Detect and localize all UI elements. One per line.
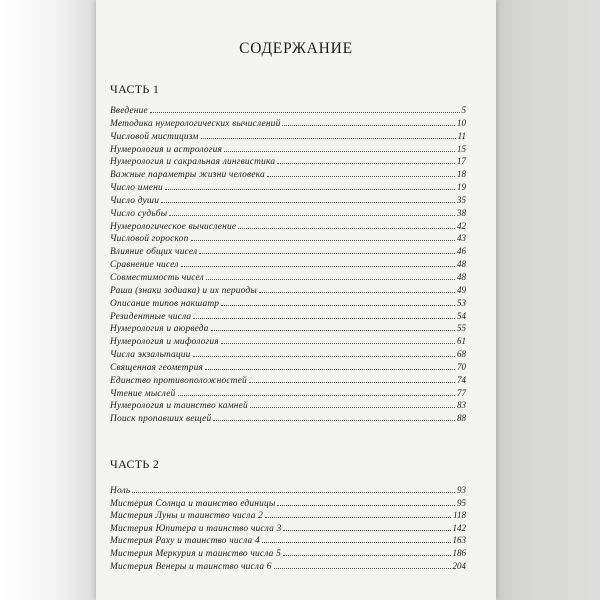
toc-entry-page: 48 — [457, 259, 466, 270]
toc-entry-title: Нумерология и астрология — [110, 144, 223, 155]
toc-entry-title: Методика нумерологических вычислений — [110, 118, 281, 129]
dot-leader — [274, 568, 451, 569]
toc-entry-page: 11 — [457, 130, 466, 141]
toc-entry — [110, 387, 466, 400]
toc-entry-page: 38 — [457, 207, 466, 218]
toc-entry-page: 186 — [452, 547, 466, 558]
toc-entry — [110, 143, 466, 156]
dot-leader — [249, 382, 455, 383]
part-2-heading: ЧАСТЬ 2 — [110, 457, 160, 471]
dot-leader — [224, 151, 455, 152]
toc-entry-page: 43 — [457, 233, 466, 244]
toc-entry — [110, 245, 466, 258]
toc-entry-page: 48 — [457, 271, 466, 282]
toc-entry-title: Числовой гороскоп — [110, 234, 189, 245]
toc-entry — [110, 484, 466, 497]
toc-entry — [110, 412, 466, 425]
toc-entry-page: 35 — [457, 194, 466, 205]
book-spine-shadow — [496, 0, 600, 600]
toc-entry-title: Число души — [110, 195, 160, 206]
toc-entry-title: Мистерия Венеры и таинство числа 6 — [110, 561, 272, 572]
toc-entry — [110, 117, 466, 130]
toc-entry — [110, 522, 466, 535]
dot-leader — [169, 215, 455, 216]
toc-entry — [110, 560, 466, 573]
toc-entry-page: 83 — [457, 400, 466, 411]
toc-entry — [110, 335, 466, 348]
toc-entry-page: 163 — [452, 535, 466, 546]
toc-part-2 — [110, 484, 466, 572]
toc-entry-page: 95 — [457, 497, 466, 508]
toc-entry — [110, 104, 466, 117]
toc-entry-page: 61 — [457, 336, 466, 347]
toc-entry — [110, 155, 466, 168]
dot-leader — [282, 125, 455, 126]
dot-leader — [165, 189, 455, 190]
toc-entry-title: Число судьбы — [110, 208, 168, 219]
toc-entry — [110, 194, 466, 207]
toc-entry-page: 42 — [457, 220, 466, 231]
dot-leader — [283, 555, 451, 556]
toc-entry-title: Священная геометрия — [110, 362, 204, 373]
toc-entry — [110, 271, 466, 284]
toc-entry — [110, 509, 466, 522]
toc-entry-title: Числа экзальтации — [110, 350, 191, 361]
toc-entry-title: Введение — [110, 106, 148, 116]
toc-entry-page: 49 — [457, 284, 466, 295]
dot-leader — [213, 420, 455, 421]
toc-entry-page: 17 — [457, 156, 466, 167]
toc-entry-page: 55 — [457, 323, 466, 334]
dot-leader — [181, 266, 455, 267]
page-title: СОДЕРЖАНИЕ — [239, 40, 353, 57]
toc-entry-title: Нумерология и мифология — [110, 337, 219, 348]
toc-entry-page: 118 — [453, 510, 466, 521]
toc-entry-title: Важные параметры жизни человека — [110, 170, 265, 181]
toc-entry — [110, 322, 466, 335]
dot-leader — [221, 343, 455, 344]
toc-entry-page: 68 — [457, 349, 466, 360]
toc-entry-title: Единство противоположностей — [110, 375, 247, 386]
toc-entry — [110, 297, 466, 310]
toc-entry-title: Чтение мыслей — [110, 388, 176, 399]
toc-entry — [110, 534, 466, 547]
dot-leader — [178, 395, 456, 396]
dot-leader — [193, 356, 455, 357]
toc-entry — [110, 220, 466, 233]
toc-entry-page: 74 — [457, 374, 466, 385]
toc-entry-title: Нумерология и сакральная лингвистика — [110, 157, 276, 168]
dot-leader — [205, 369, 455, 370]
toc-entry-title: Влияние общих чисел — [110, 247, 198, 258]
toc-entry-title: Мистерия Раху и таинство числа 4 — [110, 536, 260, 547]
toc-entry — [110, 181, 466, 194]
book-page — [96, 0, 496, 600]
toc-entry-page: 142 — [452, 522, 466, 533]
toc-entry-title: Мистерия Солнца и таинство единицы — [110, 498, 276, 509]
toc-entry-page: 5 — [461, 105, 466, 115]
toc-part-1 — [110, 104, 466, 425]
toc-entry — [110, 130, 466, 143]
dot-leader — [161, 202, 455, 203]
toc-entry — [110, 310, 466, 323]
toc-entry — [110, 232, 466, 245]
dot-leader — [193, 318, 455, 319]
toc-entry-title: Раши (знаки зодиака) и их периоды — [110, 285, 257, 296]
dot-leader — [201, 138, 456, 139]
dot-leader — [265, 517, 451, 518]
toc-entry — [110, 497, 466, 510]
part-1-heading: ЧАСТЬ 1 — [110, 82, 160, 96]
dot-leader — [267, 176, 455, 177]
book-left-margin — [0, 0, 96, 600]
toc-entry-title: Нумерологическое вычисление — [110, 221, 237, 232]
dot-leader — [132, 492, 455, 493]
toc-entry-title: Числовой мистицизм — [110, 131, 199, 142]
toc-entry-title: Сравнение чисел — [110, 260, 179, 271]
toc-entry-page: 204 — [452, 560, 466, 571]
toc-entry — [110, 168, 466, 181]
toc-entry — [110, 399, 466, 412]
dot-leader — [221, 305, 455, 306]
toc-entry-title: Нумерология и аюрведа — [110, 324, 209, 335]
toc-entry — [110, 361, 466, 374]
toc-entry-page: 54 — [457, 310, 466, 321]
dot-leader — [277, 163, 455, 164]
toc-entry-page: 77 — [457, 387, 466, 398]
dot-leader — [259, 292, 455, 293]
toc-entry-page: 93 — [457, 485, 466, 495]
toc-entry-title: Мистерия Юпитера и таинство числа 3 — [110, 523, 282, 534]
toc-entry — [110, 374, 466, 387]
toc-entry-page: 10 — [457, 117, 466, 128]
toc-entry-title: Описание типов накшатр — [110, 298, 220, 309]
toc-entry-page: 46 — [457, 246, 466, 257]
toc-entry-page: 18 — [457, 169, 466, 180]
toc-entry-page: 70 — [457, 361, 466, 372]
toc-entry-title: Мистерия Меркурия и таинство числа 5 — [110, 548, 281, 559]
toc-entry-page: 19 — [457, 182, 466, 193]
dot-leader — [262, 542, 451, 543]
dot-leader — [191, 240, 455, 241]
toc-entry-title: Нумерология и таинство камней — [110, 401, 248, 412]
dot-leader — [206, 279, 455, 280]
toc-entry-title: Совместимость чисел — [110, 272, 204, 283]
dot-leader — [238, 228, 455, 229]
toc-entry-title: Ноль — [110, 486, 131, 496]
toc-entry — [110, 284, 466, 297]
toc-entry-page: 15 — [457, 143, 466, 154]
dot-leader — [283, 530, 450, 531]
toc-entry-title: Поиск пропавших вещей — [110, 414, 212, 425]
dot-leader — [199, 253, 455, 254]
dot-leader — [277, 505, 455, 506]
toc-entry — [110, 207, 466, 220]
toc-entry-title: Мистерия Луны и таинство числа 2 — [110, 511, 264, 522]
toc-entry-title: Резидентные числа — [110, 311, 192, 322]
dot-leader — [150, 112, 460, 113]
toc-entry — [110, 348, 466, 361]
dot-leader — [211, 330, 455, 331]
toc-entry — [110, 547, 466, 560]
toc-entry — [110, 258, 466, 271]
toc-entry-title: Число имени — [110, 183, 163, 194]
toc-entry-page: 88 — [457, 413, 466, 424]
dot-leader — [250, 407, 455, 408]
toc-entry-page: 53 — [457, 297, 466, 308]
